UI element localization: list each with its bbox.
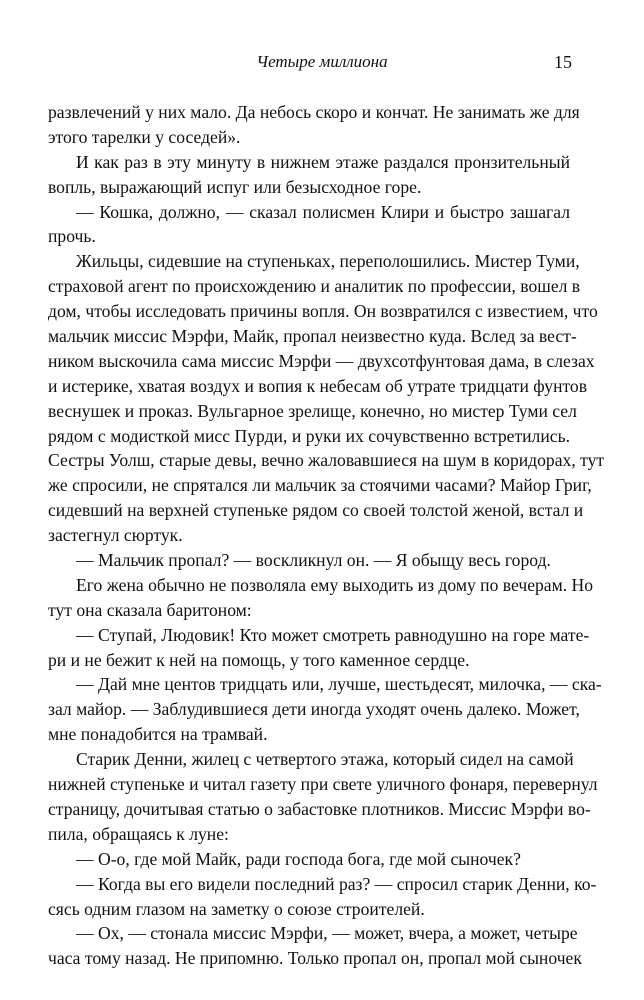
text-line: вопль, выражающий испуг или безысходное горе. xyxy=(48,176,422,197)
text-line: этого тарелки у соседей». xyxy=(48,126,241,147)
text-line: — Кошка, должно, — сказал полисмен Клири и быстро зашагал xyxy=(76,201,570,222)
text-line: развлечений у них мало. Да небось скоро и кончат. Не занимать же для xyxy=(48,102,580,122)
text-line: — Мальчик пропал? — воскликнул он. — Я обыщу весь город. xyxy=(76,550,551,571)
body-text xyxy=(48,100,605,971)
text-line: — Дай мне центов тридцать или, лучше, шестьдесят, милочка, — ска- xyxy=(76,674,602,695)
text-line: Жильцы, сидевшие на ступеньках, переполошились. Мистер Туми, xyxy=(76,251,580,272)
text-line: ри и не бежит к ней на помощь, у того каменное сердце. xyxy=(48,649,470,670)
text-line: застегнул сюртук. xyxy=(48,525,183,546)
text-line: пила, обращаясь к луне: xyxy=(48,823,229,844)
page-number: 15 xyxy=(554,52,572,72)
text-line: Старик Денни, жилец с четвертого этажа, который сидел на самой xyxy=(76,749,574,770)
text-line: страховой агент по происхождению и аналитик по профессии, вошел в xyxy=(48,276,581,297)
text-line: веснушек и проказ. Вульгарное зрелище, конечно, но мистер Туми сел xyxy=(48,400,577,421)
text-line: страницу, дочитывая статью о забастовке плотников. Миссис Мэрфи во- xyxy=(48,798,591,819)
text-line: сясь одним глазом на заметку о союзе строителей. xyxy=(48,898,425,919)
text-line: тут она сказала баритоном: xyxy=(48,599,252,620)
text-line: — Когда вы его видели последний раз? — спросил старик Денни, ко- xyxy=(76,873,597,894)
text-line: ником выскочила сама миссис Мэрфи — двухсотфунтовая дама, в слезах xyxy=(48,350,595,371)
text-line: И как раз в эту минуту в нижнем этаже раздался пронзительный xyxy=(76,151,570,172)
text-line: дом, чтобы исследовать причины вопля. Он возвратился с известием, что xyxy=(48,301,598,322)
text-line: Сестры Уолш, старые девы, вечно жаловавшиеся на шум в коридорах, тут xyxy=(48,450,605,471)
text-line: сидевший на верхней ступеньке рядом со своей толстой женой, встал и xyxy=(48,500,584,521)
text-line: нижней ступеньке и читал газету при свете уличного фонаря, перевернул xyxy=(48,774,598,795)
text-line: зал майор. — Заблудившиеся дети иногда уходят очень далеко. Может, xyxy=(48,699,580,720)
text-line: Его жена обычно не позволяла ему выходить из дому по вечерам. Но xyxy=(76,574,594,595)
text-line: и истерике, хватая воздух и вопия к небесам об утрате тридцати фунтов xyxy=(48,375,588,396)
text-line: же спросили, не спрятался ли мальчик за стоячими часами? Майор Григ, xyxy=(48,475,592,496)
text-line: — Ступай, Людовик! Кто может смотреть равнодушно на горе мате- xyxy=(76,624,590,645)
text-line: — Ох, — стонала миссис Мэрфи, — может, вчера, а может, четыре xyxy=(76,923,578,944)
text-line: часа тому назад. Не припомню. Только пропал он, пропал мой сыночек xyxy=(48,948,582,969)
text-line: — О-о, где мой Майк, ради господа бога, где мой сыночек? xyxy=(76,848,521,869)
page-header xyxy=(0,50,644,76)
running-title: Четыре миллиона xyxy=(256,52,388,71)
text-line: прочь. xyxy=(48,226,96,247)
text-line: рядом с модисткой мисс Пурди, и руки их сочувственно встретились. xyxy=(48,425,570,446)
text-line: мальчик миссис Мэрфи, Майк, пропал неизвестно куда. Вслед за вест- xyxy=(48,326,577,347)
text-line: мне понадобится на трамвай. xyxy=(48,724,268,745)
